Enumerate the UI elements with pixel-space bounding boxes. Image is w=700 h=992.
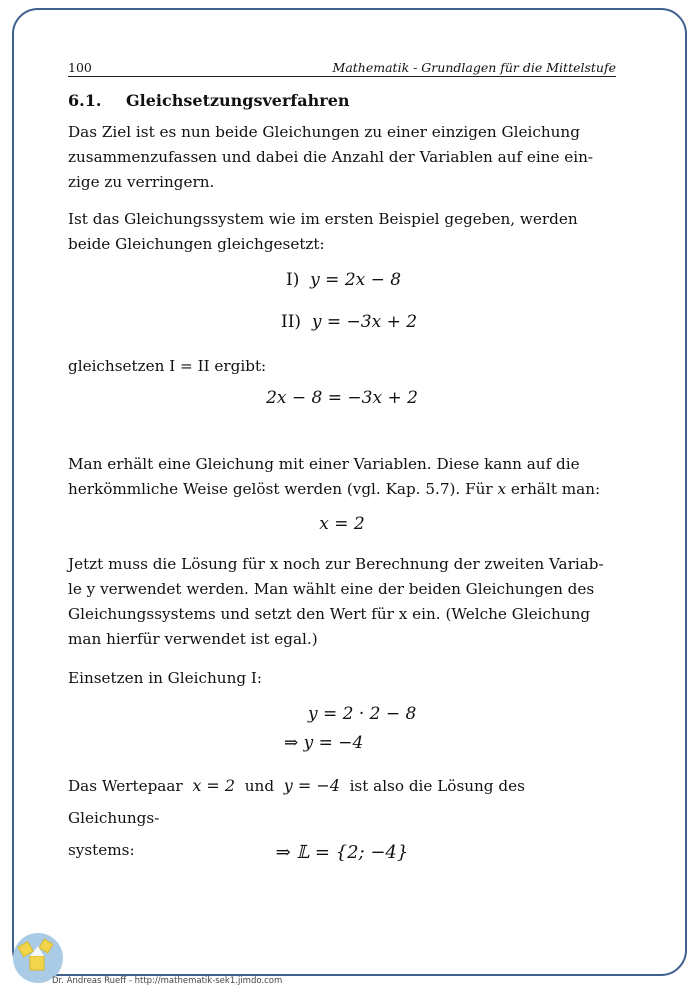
text-line: Das Ziel ist es nun beide Gleichungen zu einer einzigen Gleichung (68, 123, 580, 141)
equation-text: ⇒ y = −4 (284, 733, 364, 753)
equation-4 (68, 514, 616, 534)
text-line: beide Gleichungen gleichgesetzt: (68, 235, 325, 253)
text-fragment: Das Wertepaar (68, 777, 183, 795)
text-line: Jetzt muss die Lösung für x noch zur Berechnung der zweiten Variab- (68, 555, 604, 573)
section-title: Gleichsetzungsverfahren (126, 91, 350, 110)
text-line: Ist das Gleichungssystem wie im ersten Beispiel gegeben, werden (68, 210, 578, 228)
text-line: man hierfür verwendet ist egal.) (68, 630, 318, 648)
text-line: gleichsetzen I = II ergibt: (68, 357, 267, 375)
paragraph-substitute (68, 552, 616, 652)
text-fragment: ist also die Lösung des Gleichungs- (68, 777, 525, 827)
paragraph-equate (68, 354, 616, 379)
equation-text: ⇒ 𝕃 = {2; −4} (275, 842, 409, 863)
inline-equation: x = 2 (192, 776, 236, 795)
text-line: systems: (68, 841, 135, 859)
solution-set (68, 842, 616, 863)
inline-equation: y = −4 (283, 776, 340, 795)
equation-text: y = 2 · 2 − 8 (308, 704, 417, 724)
text-line: zusammenzufassen und dabei die Anzahl der Variablen auf eine ein- (68, 148, 594, 166)
page-header (68, 60, 616, 77)
text-line: le y verwendet werden. Man wählt eine der beiden Gleichungen des (68, 580, 595, 598)
equation-3 (68, 388, 616, 408)
equation-5 (308, 704, 416, 724)
text-line: Einsetzen in Gleichung I: (68, 669, 263, 687)
text-line: zige zu verringern. (68, 173, 215, 191)
text-fragment: herkömmliche Weise gelöst werden (vgl. Kap. 5.7). Für (68, 480, 493, 498)
paragraph-insert (68, 666, 616, 691)
section-heading (68, 91, 350, 110)
equation-text: y = 2x − 8 (310, 270, 402, 290)
text-line (68, 477, 616, 502)
equation-label: II) (281, 312, 302, 332)
equation-1 (286, 270, 401, 290)
equation-6 (284, 733, 363, 753)
page-number: 100 (68, 60, 92, 75)
text-line: Man erhält eine Gleichung mit einer Variablen. Diese kann auf die (68, 455, 580, 473)
text-line (68, 770, 616, 834)
paragraph-setup (68, 207, 616, 257)
equation-text: y = −3x + 2 (311, 312, 418, 332)
equation-text: 2x − 8 = −3x + 2 (266, 388, 418, 408)
equation-label: I) (286, 270, 300, 290)
equation-2 (281, 312, 417, 332)
variable: x (497, 480, 507, 498)
text-line: Gleichungssystems und setzt den Wert für x ein. (Welche Gleichung (68, 605, 591, 623)
footer-credit: Dr. Andreas Rueff - http://mathematik-sek1.jimdo.com (52, 976, 283, 986)
section-number: 6.1. (68, 91, 102, 110)
paragraph-intro (68, 120, 616, 195)
text-fragment: erhält man: (510, 480, 601, 498)
text-fragment: und (244, 777, 275, 795)
paragraph-solve (68, 452, 616, 502)
equation-text: x = 2 (319, 514, 365, 534)
book-title: Mathematik - Grundlagen für die Mittelstufe (332, 60, 616, 75)
